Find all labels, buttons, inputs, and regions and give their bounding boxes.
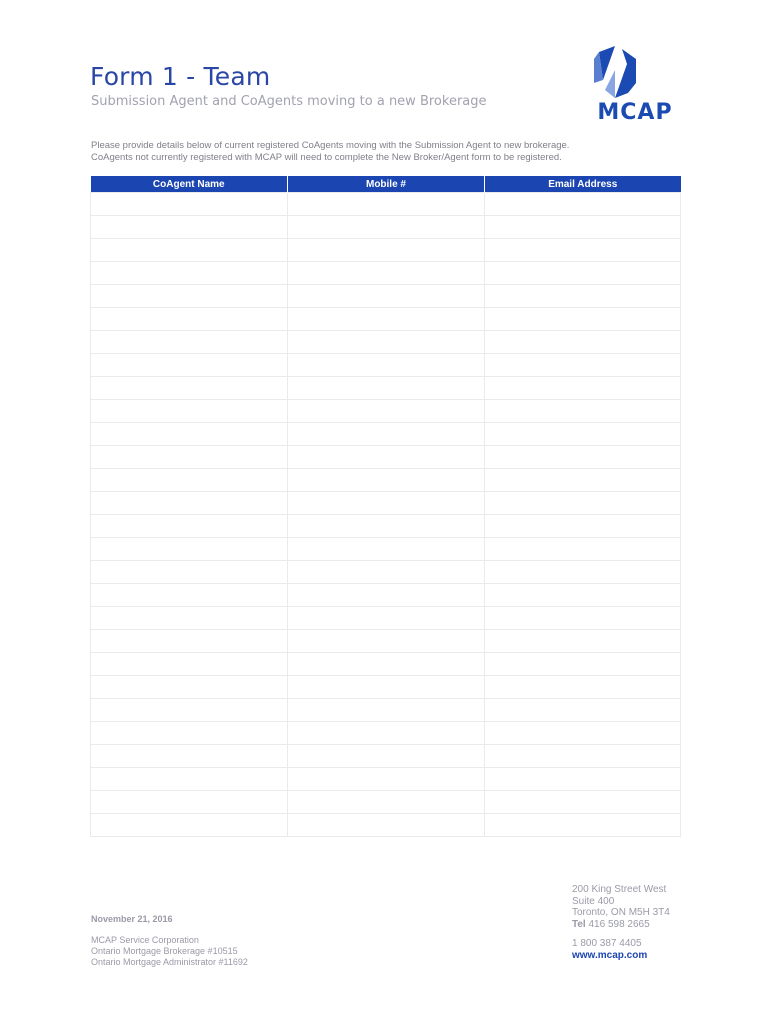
mobile-cell[interactable] [288, 538, 485, 561]
email-cell[interactable] [485, 285, 681, 308]
coagent-name-cell[interactable] [91, 377, 288, 400]
column-header-mobile: Mobile # [288, 176, 485, 193]
mobile-cell[interactable] [288, 561, 485, 584]
address-line: Toronto, ON M5H 3T4 [572, 907, 670, 918]
coagent-name-cell[interactable] [91, 193, 288, 216]
instructions [91, 140, 691, 164]
table-row [91, 469, 681, 492]
address-line: Suite 400 [572, 895, 615, 907]
instructions-line-1: Please provide details below of current registered CoAgents moving with the Submission Agent to new brokerage. [91, 140, 570, 151]
table-row [91, 423, 681, 446]
email-cell[interactable] [485, 193, 681, 216]
coagent-name-cell[interactable] [91, 538, 288, 561]
email-cell[interactable] [485, 699, 681, 722]
table-row [91, 699, 681, 722]
email-cell[interactable] [485, 515, 681, 538]
coagent-name-cell[interactable] [91, 653, 288, 676]
email-cell[interactable] [485, 561, 681, 584]
mobile-cell[interactable] [288, 354, 485, 377]
mobile-cell[interactable] [288, 814, 485, 837]
table-row [91, 354, 681, 377]
telephone [572, 919, 670, 931]
table-row [91, 308, 681, 331]
mobile-cell[interactable] [288, 653, 485, 676]
table-header-row [91, 176, 681, 193]
mobile-cell[interactable] [288, 630, 485, 653]
corp-line: Ontario Mortgage Brokerage #10515 [91, 946, 238, 956]
table-row [91, 538, 681, 561]
email-cell[interactable] [485, 791, 681, 814]
mobile-cell[interactable] [288, 745, 485, 768]
email-cell[interactable] [485, 630, 681, 653]
table-row [91, 400, 681, 423]
contact-address [572, 884, 670, 961]
table-row [91, 630, 681, 653]
column-header-coagent-name: CoAgent Name [91, 176, 288, 193]
coagent-name-cell[interactable] [91, 262, 288, 285]
coagent-name-cell[interactable] [91, 584, 288, 607]
corp-line: MCAP Service Corporation [91, 935, 199, 945]
coagent-name-cell[interactable] [91, 354, 288, 377]
email-cell[interactable] [485, 216, 681, 239]
mobile-cell[interactable] [288, 768, 485, 791]
coagent-table [90, 176, 681, 837]
table-row [91, 561, 681, 584]
table-row [91, 262, 681, 285]
corporation-info [91, 935, 248, 968]
table-row [91, 791, 681, 814]
coagent-name-cell[interactable] [91, 699, 288, 722]
table-row [91, 216, 681, 239]
toll-free-phone: 1 800 387 4405 [572, 938, 642, 949]
table-row [91, 377, 681, 400]
coagent-name-cell[interactable] [91, 331, 288, 354]
mobile-cell[interactable] [288, 492, 485, 515]
email-cell[interactable] [485, 653, 681, 676]
email-cell[interactable] [485, 745, 681, 768]
email-cell[interactable] [485, 722, 681, 745]
table-row [91, 745, 681, 768]
coagent-name-cell[interactable] [91, 469, 288, 492]
website-link[interactable]: www.mcap.com [572, 949, 648, 961]
form-title: Form 1 - Team [90, 62, 271, 91]
email-cell[interactable] [485, 676, 681, 699]
table-row [91, 492, 681, 515]
email-cell[interactable] [485, 400, 681, 423]
mobile-cell[interactable] [288, 285, 485, 308]
tel-number: 416 598 2665 [588, 918, 650, 930]
email-cell[interactable] [485, 239, 681, 262]
table-row [91, 239, 681, 262]
mcap-logo [587, 44, 683, 130]
table-row [91, 331, 681, 354]
email-cell[interactable] [485, 308, 681, 331]
tel-label: Tel [572, 918, 586, 930]
mobile-cell[interactable] [288, 423, 485, 446]
coagent-name-cell[interactable] [91, 446, 288, 469]
coagent-name-cell[interactable] [91, 492, 288, 515]
mobile-cell[interactable] [288, 308, 485, 331]
coagent-name-cell[interactable] [91, 630, 288, 653]
email-cell[interactable] [485, 423, 681, 446]
email-cell[interactable] [485, 377, 681, 400]
mobile-cell[interactable] [288, 262, 485, 285]
mobile-cell[interactable] [288, 446, 485, 469]
address-line: 200 King Street West [572, 884, 667, 895]
mobile-cell[interactable] [288, 584, 485, 607]
coagent-name-cell[interactable] [91, 308, 288, 331]
table-row [91, 768, 681, 791]
coagent-name-cell[interactable] [91, 791, 288, 814]
mobile-cell[interactable] [288, 216, 485, 239]
table-row [91, 515, 681, 538]
email-cell[interactable] [485, 607, 681, 630]
mobile-cell[interactable] [288, 607, 485, 630]
table-row [91, 653, 681, 676]
email-cell[interactable] [485, 584, 681, 607]
table-row [91, 446, 681, 469]
coagent-name-cell[interactable] [91, 814, 288, 837]
mobile-cell[interactable] [288, 469, 485, 492]
email-cell[interactable] [485, 446, 681, 469]
coagent-name-cell[interactable] [91, 768, 288, 791]
mobile-cell[interactable] [288, 400, 485, 423]
coagent-name-cell[interactable] [91, 423, 288, 446]
mobile-cell[interactable] [288, 699, 485, 722]
column-header-email: Email Address [485, 176, 681, 193]
email-cell[interactable] [485, 538, 681, 561]
table-row [91, 193, 681, 216]
coagent-name-cell[interactable] [91, 722, 288, 745]
email-cell[interactable] [485, 354, 681, 377]
mobile-cell[interactable] [288, 377, 485, 400]
table-row [91, 722, 681, 745]
mobile-cell[interactable] [288, 239, 485, 262]
email-cell[interactable] [485, 768, 681, 791]
coagent-name-cell[interactable] [91, 607, 288, 630]
mobile-cell[interactable] [288, 722, 485, 745]
table-row [91, 584, 681, 607]
table-body [91, 193, 681, 837]
coagent-name-cell[interactable] [91, 561, 288, 584]
mobile-cell[interactable] [288, 193, 485, 216]
mobile-cell[interactable] [288, 515, 485, 538]
table-row [91, 285, 681, 308]
email-cell[interactable] [485, 469, 681, 492]
table-row [91, 676, 681, 699]
email-cell[interactable] [485, 814, 681, 837]
corp-line: Ontario Mortgage Administrator #11692 [91, 957, 248, 967]
email-cell[interactable] [485, 262, 681, 285]
coagent-name-cell[interactable] [91, 515, 288, 538]
mcap-wordmark: MCAP [597, 100, 673, 125]
mobile-cell[interactable] [288, 791, 485, 814]
form-subtitle: Submission Agent and CoAgents moving to a new Brokerage [91, 94, 487, 109]
coagent-name-cell[interactable] [91, 216, 288, 239]
coagent-name-cell[interactable] [91, 285, 288, 308]
mcap-logo-icon [592, 44, 638, 100]
table-row [91, 607, 681, 630]
coagent-name-cell[interactable] [91, 745, 288, 768]
table-row [91, 814, 681, 837]
coagent-name-cell[interactable] [91, 400, 288, 423]
email-cell[interactable] [485, 492, 681, 515]
instructions-line-2: CoAgents not currently registered with MCAP will need to complete the New Broker/Agent form to be registered. [91, 152, 562, 163]
coagent-name-cell[interactable] [91, 676, 288, 699]
form-date: November 21, 2016 [91, 914, 173, 924]
email-cell[interactable] [485, 331, 681, 354]
mobile-cell[interactable] [288, 676, 485, 699]
mobile-cell[interactable] [288, 331, 485, 354]
coagent-name-cell[interactable] [91, 239, 288, 262]
